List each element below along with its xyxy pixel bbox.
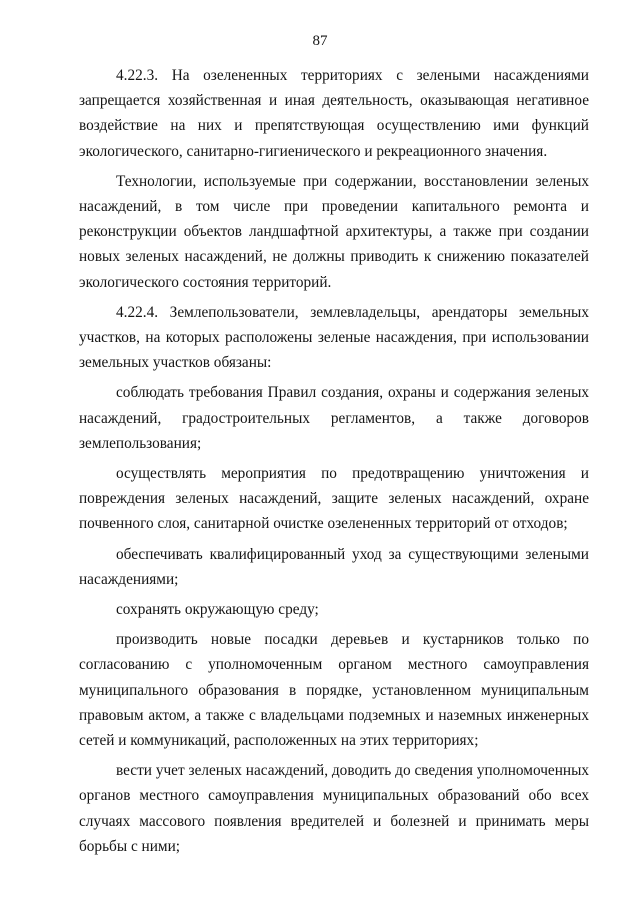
paragraph-technologies: Технологии, используемые при содержании, восстановлении зеленых насаждений, в том числе при проведении капитального ремонта и реконструкции объектов ландшафтной архитектуры, а также при создании новых зеленых насаждений, не должны приводить к снижению показателей экологического состояния территорий. (79, 172, 589, 291)
paragraph-4-22-3: 4.22.3. На озелененных территориях с зелеными насаждениями запрещается хозяйственная и иная деятельность, оказывающая негативное воздействие на них и препятствующая осуществлению ими функций экологического, санитарно-гигиенического и рекреационного значения. (79, 67, 589, 160)
obligation-item: обеспечивать квалифицированный уход за существующими зелеными насаждениями; (79, 545, 589, 588)
obligation-item: сохранять окружающую среду; (116, 601, 319, 619)
document-body (79, 63, 589, 864)
obligation-item: производить новые посадки деревьев и кустарников только по согласованию с уполномоченным органом местного самоуправления муниципального образования в порядке, установленном муниципальным правовым актом, а также с владельцами подземных и наземных инженерных сетей и коммуникаций, расположенных на этих территориях; (79, 631, 589, 750)
obligation-item: вести учет зеленых насаждений, доводить до сведения уполномоченных органов местного самоуправления муниципальных образований обо всех случаях массового появления вредителей и болезней и принимать меры борьбы с ними; (79, 762, 589, 855)
paragraph-4-22-4: 4.22.4. Землепользователи, землевладельцы, арендаторы земельных участков, на которых расположены зеленые насаждения, при использовании земельных участков обязаны: (79, 303, 589, 372)
page-number: 87 (312, 33, 328, 49)
obligation-item: соблюдать требования Правил создания, охраны и содержания зеленых насаждений, градостроительных регламентов, а также договоров землепользования; (79, 384, 589, 452)
obligation-item: осуществлять мероприятия по предотвращению уничтожения и повреждения зеленых насаждений, защите зеленых насаждений, охране почвенного слоя, санитарной очистке озелененных территорий от отходов; (79, 465, 589, 533)
